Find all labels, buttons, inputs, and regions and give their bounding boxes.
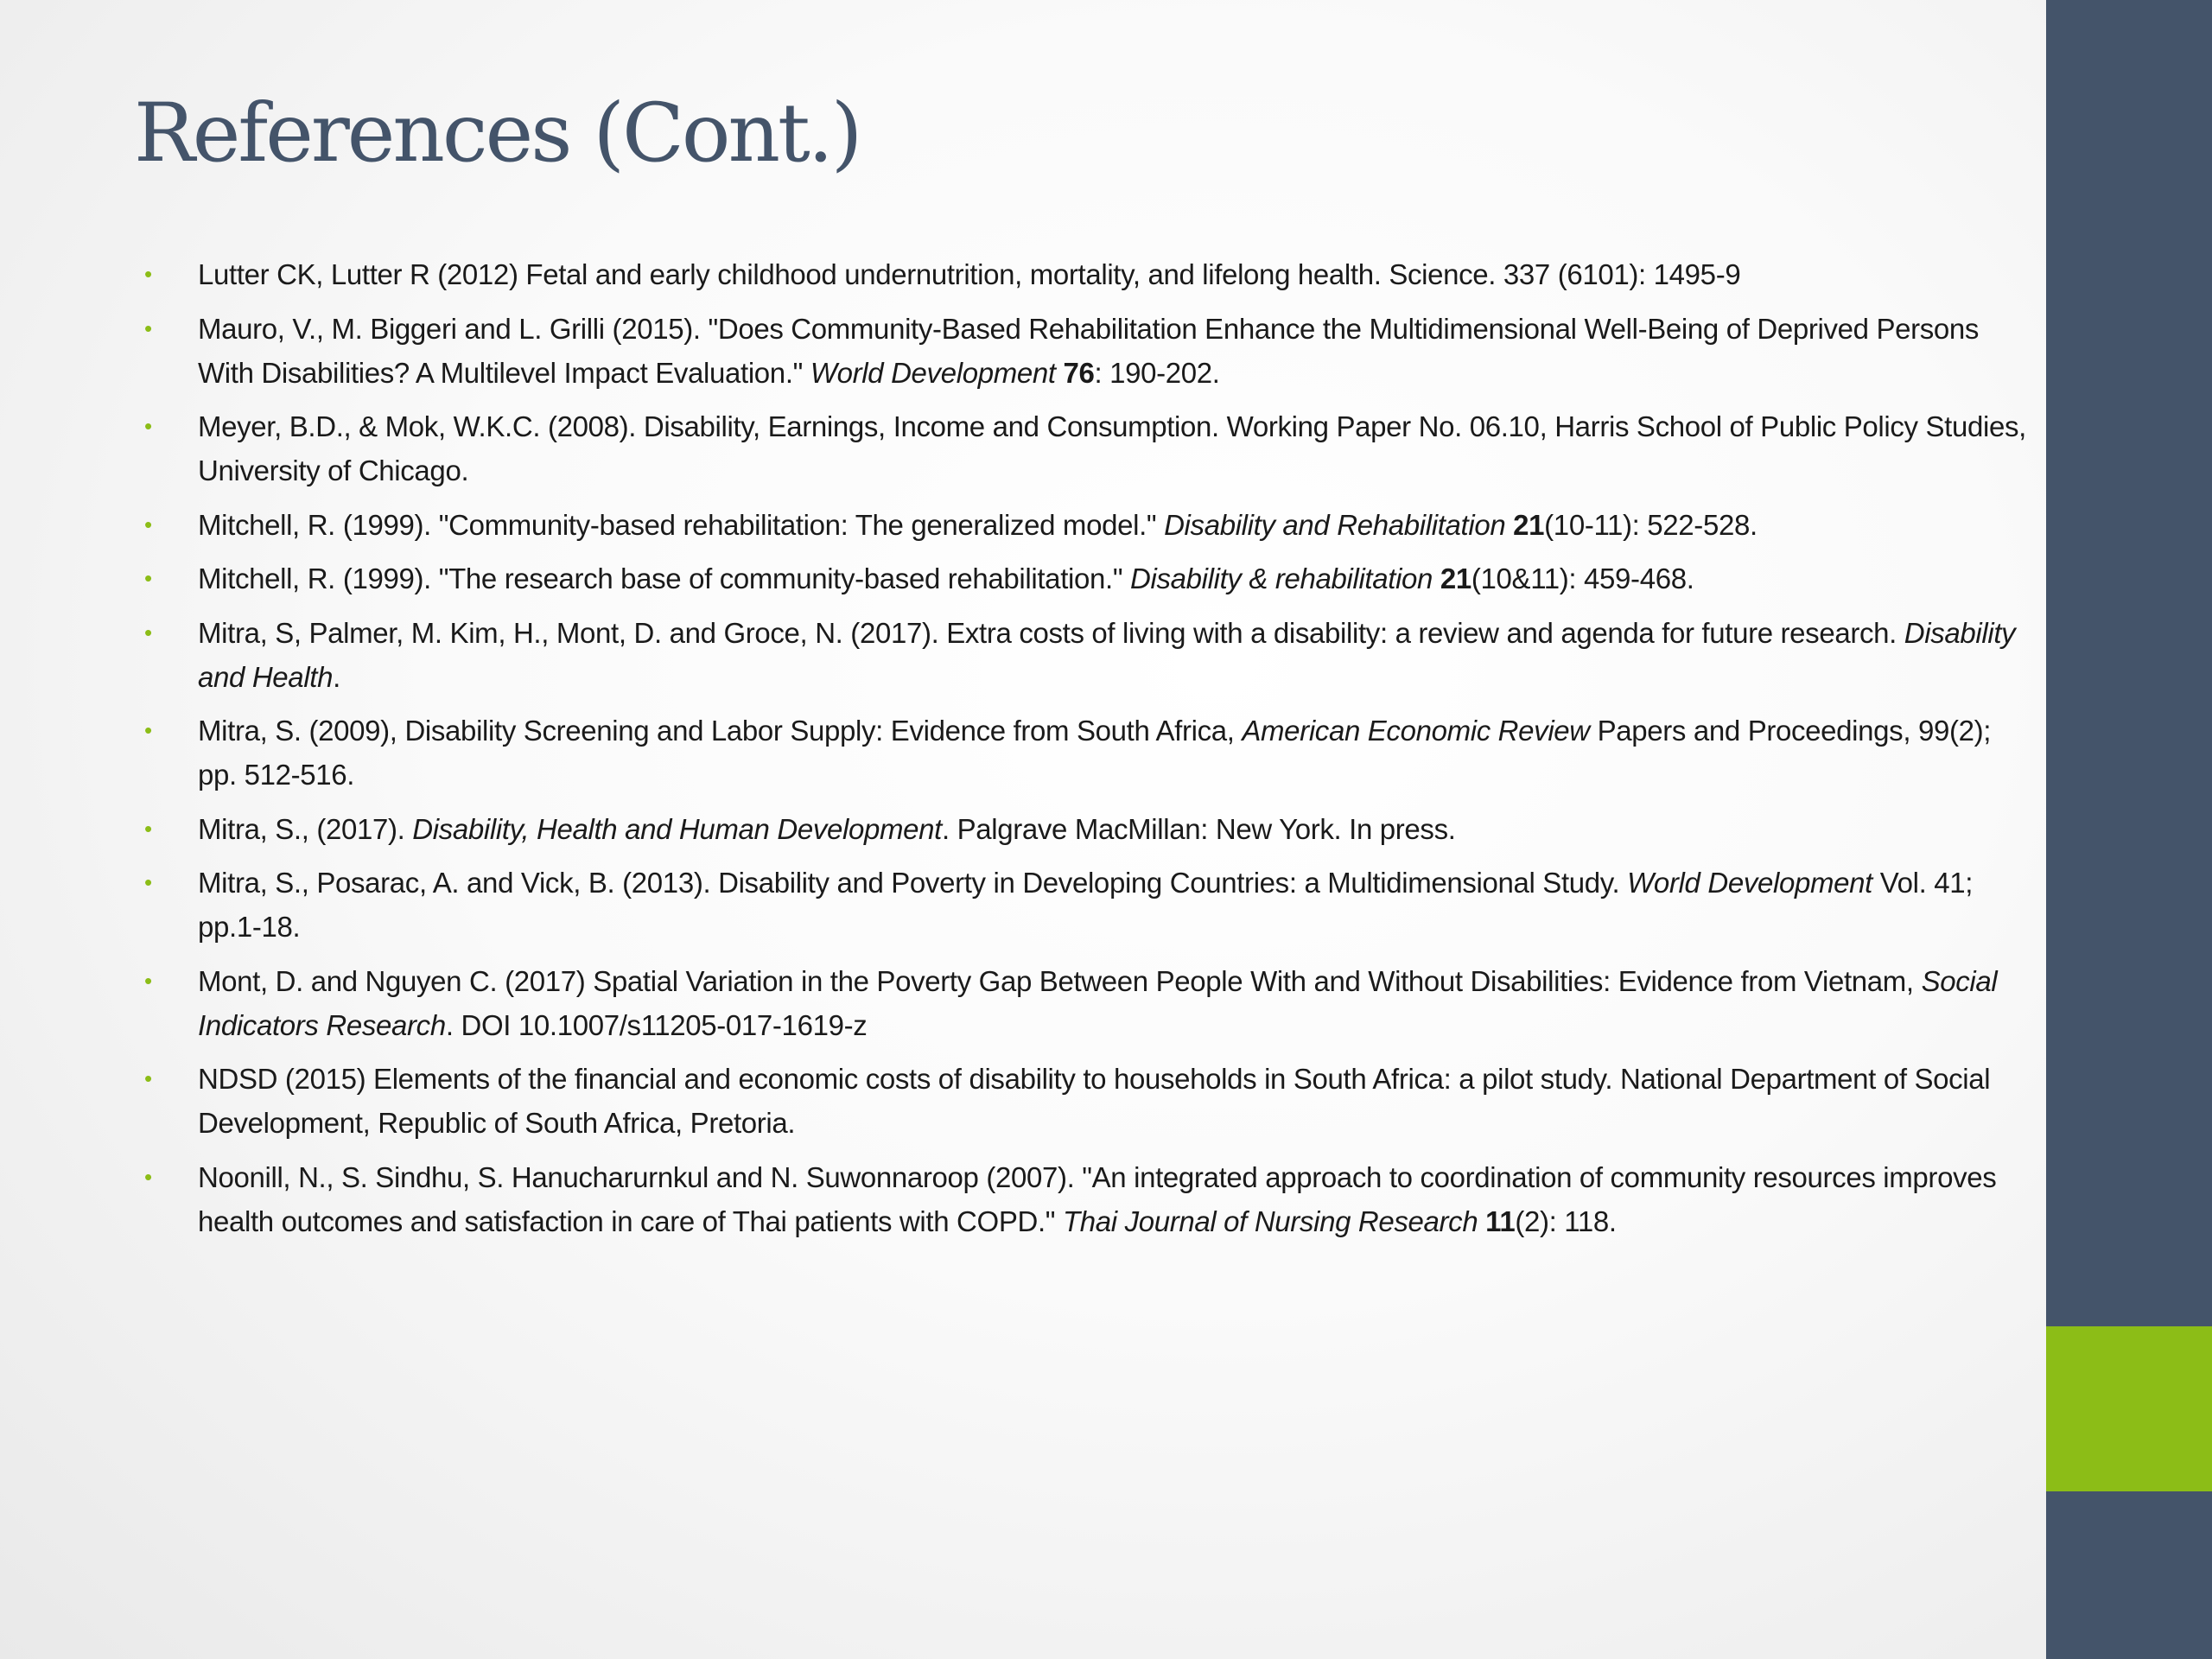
reference-text: Papers and Proceedings, 99(2); pp. 512-516. [198, 715, 1992, 791]
reference-text: Mitra, S., Posarac, A. and Vick, B. (2013). Disability and Poverty in Developing Countries: a Multidimensional Study. [198, 867, 1628, 899]
reference-item [144, 503, 2030, 547]
bullet-icon: • [144, 315, 152, 341]
slide-title: References (Cont.) [134, 86, 861, 181]
reference-title-italic: Thai Journal of Nursing Research [1062, 1205, 1478, 1237]
reference-item [144, 959, 2030, 1047]
reference-title-italic: Disability and Rehabilitation [1164, 508, 1506, 541]
bullet-icon: • [144, 815, 152, 842]
reference-title-italic: Disability and Health [198, 616, 2016, 693]
reference-item [144, 404, 2030, 493]
reference-title-italic: Disability & rehabilitation [1130, 563, 1433, 594]
reference-volume-bold: 76 [1063, 356, 1095, 389]
reference-text: (10&11): 459-468. [1471, 563, 1694, 594]
reference-item [144, 252, 2030, 296]
reference-text [1433, 563, 1440, 594]
reference-item [144, 307, 2030, 395]
reference-volume-bold: 21 [1513, 508, 1545, 541]
reference-item [144, 1155, 2030, 1243]
bullet-icon: • [144, 619, 152, 645]
reference-title-italic: Disability, Health and Human Development [412, 812, 942, 845]
bullet-icon: • [144, 565, 152, 591]
reference-text: Lutter CK, Lutter R (2012) Fetal and early childhood undernutrition, mortality, and lifelong health. Science. 337 (6101): 1495-9 [198, 258, 1741, 290]
reference-text [1505, 509, 1513, 541]
reference-text: Mitra, S. (2009), Disability Screening and Labor Supply: Evidence from South Africa, [198, 715, 1243, 747]
reference-text: Mont, D. and Nguyen C. (2017) Spatial Variation in the Poverty Gap Between People With and Without Disabilities: Evidence from Vietnam, [198, 964, 1922, 997]
reference-text [1478, 1205, 1485, 1237]
reference-item [144, 807, 2030, 851]
reference-text: Mitra, S, Palmer, M. Kim, H., Mont, D. and Groce, N. (2017). Extra costs of living with a disability: a review and agenda for future research. [198, 616, 1904, 649]
reference-text [1056, 357, 1064, 389]
reference-title-italic: Social Indicators Research [198, 964, 1998, 1041]
bullet-icon: • [144, 511, 152, 537]
reference-text: (2): 118. [1515, 1205, 1617, 1237]
reference-text: . Palgrave MacMillan: New York. In press. [941, 812, 1456, 845]
reference-text: (10-11): 522-528. [1544, 508, 1758, 541]
bullet-icon: • [144, 869, 152, 895]
bullet-icon: • [144, 1163, 152, 1190]
reference-item [144, 556, 2030, 601]
accent-block [2046, 1326, 2212, 1491]
reference-item [144, 709, 2030, 797]
reference-text: Vol. 41; pp.1-18. [198, 867, 1974, 943]
reference-title-italic: American Economic Review [1242, 715, 1590, 747]
reference-text: Noonill, N., S. Sindhu, S. Hanucharurnkul and N. Suwonnaroop (2007). "An integrated approach to coordination of community resources improves health outcomes and satisfaction in care of Thai patients with COPD." [198, 1160, 1997, 1237]
reference-volume-bold: 21 [1440, 563, 1471, 594]
bullet-icon: • [144, 413, 152, 439]
reference-text: Meyer, B.D., & Mok, W.K.C. (2008). Disability, Earnings, Income and Consumption. Working Paper No. 06.10, Harris School of Public Policy Studies, University of Chicago. [198, 410, 2026, 486]
reference-title-italic: World Development [1627, 867, 1872, 899]
reference-item [144, 611, 2030, 699]
reference-text: Mitchell, R. (1999). "The research base of community-based rehabilitation." [198, 563, 1130, 594]
bullet-icon: • [144, 261, 152, 287]
reference-text: Mauro, V., M. Biggeri and L. Grilli (2015). "Does Community-Based Rehabilitation Enhance the Multidimensional Well-Being of Deprived Persons With Disabilities? A Multilevel Impact Evaluation." [198, 312, 1980, 389]
bullet-icon: • [144, 967, 152, 994]
reference-text: Mitra, S., (2017). [198, 812, 413, 845]
reference-text: NDSD (2015) Elements of the financial and economic costs of disability to households in South Africa: a pilot study. National Department of Social Development, Republic of South Africa, Pretoria. [198, 1063, 1991, 1139]
reference-item [144, 1057, 2030, 1145]
reference-item [144, 861, 2030, 949]
reference-text: Mitchell, R. (1999). "Community-based rehabilitation: The generalized model." [198, 508, 1165, 541]
reference-text: : 190-202. [1094, 356, 1220, 389]
reference-text: . DOI 10.1007/s11205-017-1619-z [445, 1008, 868, 1041]
reference-list [144, 252, 2030, 1253]
bullet-icon: • [144, 717, 152, 743]
reference-title-italic: World Development [810, 356, 1056, 389]
bullet-icon: • [144, 1065, 152, 1091]
reference-volume-bold: 11 [1485, 1205, 1516, 1237]
reference-text: . [333, 660, 340, 693]
